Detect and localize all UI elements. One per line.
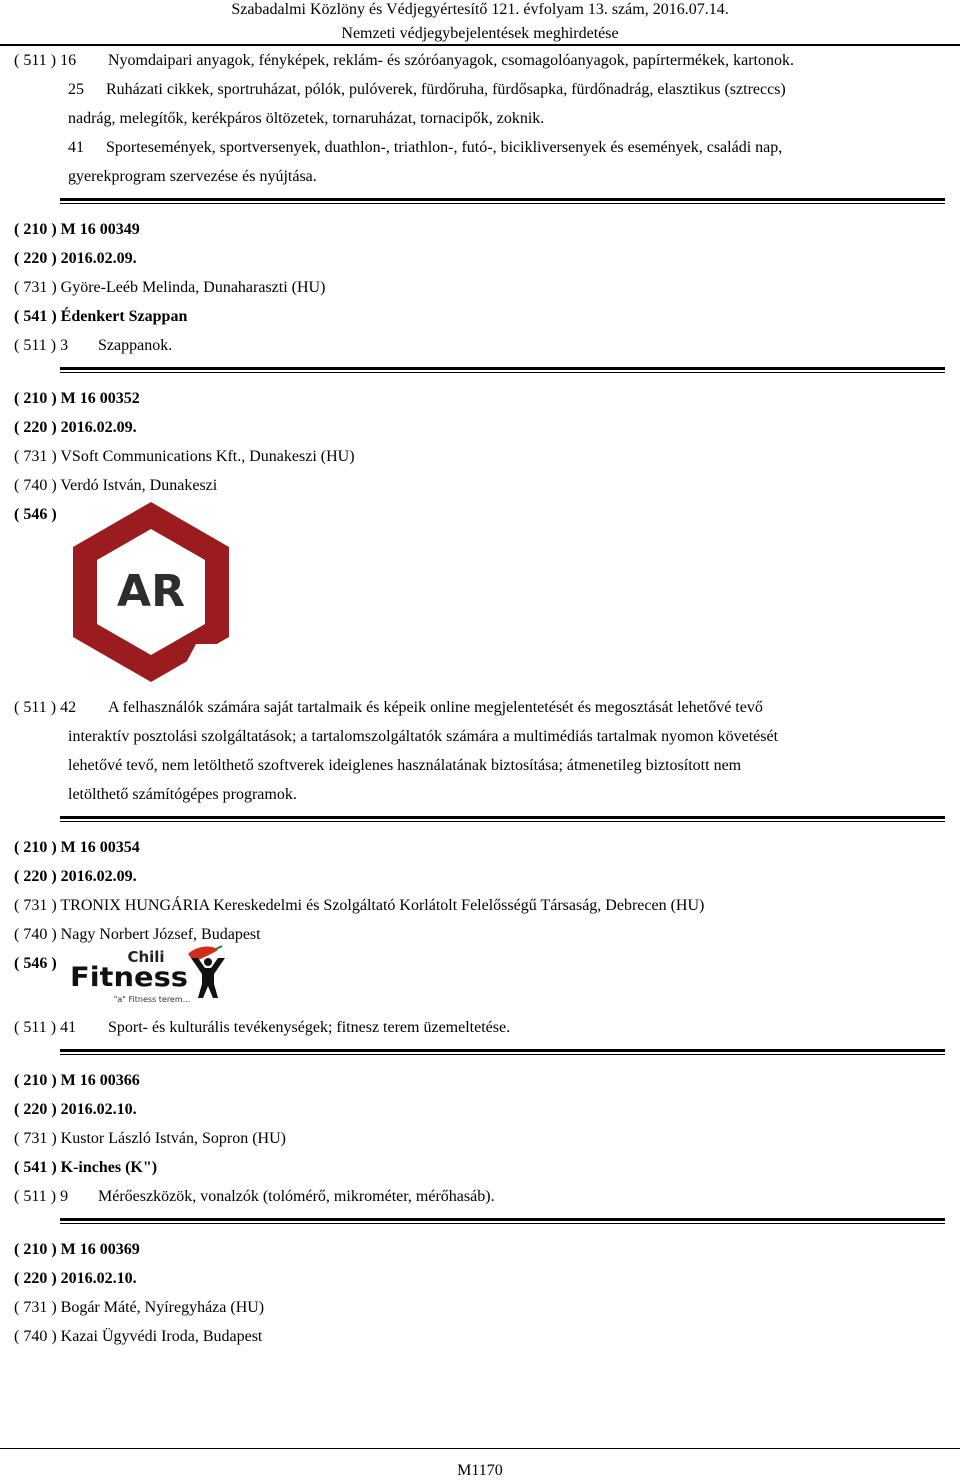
class-text: Mérőeszközök, vonalzók (tolómérő, mikrométer, mérőhasáb).	[98, 1188, 495, 1205]
applicant: ( 731 ) Györe-Leéb Melinda, Dunaharaszti (HU)	[14, 279, 326, 296]
class-text-continued: gyerekprogram szervezése és nyújtása.	[68, 168, 317, 185]
applicant: ( 731 ) Bogár Máté, Nyíregyháza (HU)	[14, 1299, 265, 1316]
class-line	[68, 79, 786, 101]
ar-logo-text: AR	[117, 566, 185, 617]
class-line	[14, 697, 763, 719]
class-text-continued: letölthető számítógépes programok.	[68, 786, 297, 803]
section-header-title: Nemzeti védjegybejelentések meghirdetése	[341, 25, 619, 42]
trademark-word: ( 541 ) K-inches (K")	[14, 1159, 158, 1176]
entry-separator	[60, 1049, 945, 1052]
filing-date: ( 220 ) 2016.02.09.	[14, 419, 137, 436]
applicant: ( 731 ) Kustor László István, Sopron (HU)	[14, 1130, 286, 1147]
entry-separator	[60, 1218, 945, 1221]
trademark-word: ( 541 ) Édenkert Szappan	[14, 308, 188, 325]
header-rule	[0, 44, 960, 46]
figurative-mark-label: ( 546 )	[14, 955, 57, 972]
figurative-mark-label: ( 546 )	[14, 506, 57, 523]
entry-separator	[60, 367, 945, 370]
class-text: Nyomdaipari anyagok, fényképek, reklám- és szóróanyagok, csomagolóanyagok, papírtermékek, kartonok.	[108, 52, 794, 69]
page-number: M1170	[457, 1462, 503, 1479]
class-tag: ( 511 ) 3	[14, 337, 69, 354]
entry-separator	[60, 816, 945, 819]
athlete-figure-icon	[191, 958, 225, 998]
application-number: ( 210 ) M 16 00369	[14, 1241, 140, 1258]
filing-date: ( 220 ) 2016.02.10.	[14, 1270, 137, 1287]
filing-date: ( 220 ) 2016.02.09.	[14, 250, 137, 267]
logo-word-fitness: Fitness	[70, 962, 188, 993]
class-tag: ( 511 ) 42	[14, 699, 77, 716]
logo-word-chili: Chili	[127, 948, 165, 966]
class-line	[68, 137, 782, 159]
entry-separator	[60, 198, 945, 201]
representative: ( 740 ) Nagy Norbert József, Budapest	[14, 926, 261, 943]
class-number: 25	[68, 81, 84, 98]
class-text: Sportesemények, sportversenyek, duathlon-, triathlon-, futó-, bicikliversenyek és események, családi nap,	[106, 139, 783, 156]
filing-date: ( 220 ) 2016.02.09.	[14, 868, 137, 885]
class-line	[14, 335, 172, 357]
class-text: Szappanok.	[98, 337, 173, 354]
journal-header-title: Szabadalmi Közlöny és Védjegyértesítő 121. évfolyam 13. szám, 2016.07.14.	[231, 1, 729, 18]
class-text: A felhasználók számára saját tartalmaik és képeik online megjelentetését és megosztását lehetővé tevő	[108, 699, 763, 716]
chili-fitness-logo	[66, 944, 238, 1011]
applicant: ( 731 ) TRONIX HUNGÁRIA Kereskedelmi és Szolgáltató Korlátolt Felelősségű Társaság, Debrecen (HU)	[14, 897, 705, 914]
footer-rule	[0, 1448, 960, 1449]
class-number: 41	[68, 139, 84, 156]
class-line	[14, 1186, 495, 1208]
class-text: Ruházati cikkek, sportruházat, pólók, pulóverek, fürdőruha, fürdősapka, fürdőnadrág, elasztikus (sztreccs)	[106, 81, 786, 98]
application-number: ( 210 ) M 16 00354	[14, 839, 140, 856]
class-text: Sport- és kulturális tevékenységek; fitnesz terem üzemeltetése.	[108, 1019, 511, 1036]
application-number: ( 210 ) M 16 00352	[14, 390, 140, 407]
filing-date: ( 220 ) 2016.02.10.	[14, 1101, 137, 1118]
class-line	[14, 1017, 510, 1039]
application-number: ( 210 ) M 16 00349	[14, 221, 140, 238]
logo-tagline: "a" Fitness terem...	[113, 995, 191, 1004]
class-text-continued: lehetővé tevő, nem letölthető szoftverek ideiglenes használatának biztosítása; átmenetileg biztosított nem	[68, 757, 742, 774]
representative: ( 740 ) Verdó István, Dunakeszi	[14, 477, 218, 494]
class-tag: ( 511 ) 9	[14, 1188, 69, 1205]
class-text-continued: interaktív posztolási szolgáltatások; a tartalomszolgáltatók számára a multimédiás tartalmak nyomon követését	[68, 728, 779, 745]
representative: ( 740 ) Kazai Ügyvédi Iroda, Budapest	[14, 1328, 263, 1345]
application-number: ( 210 ) M 16 00366	[14, 1072, 140, 1089]
ar-logo	[66, 498, 236, 693]
class-text-continued: nadrág, melegítők, kerékpáros öltözetek, tornaruházat, tornacipők, zoknik.	[68, 110, 545, 127]
class-tag: ( 511 ) 41	[14, 1019, 77, 1036]
class-tag: ( 511 ) 16	[14, 52, 77, 69]
class-line	[14, 50, 794, 72]
applicant: ( 731 ) VSoft Communications Kft., Dunakeszi (HU)	[14, 448, 355, 465]
